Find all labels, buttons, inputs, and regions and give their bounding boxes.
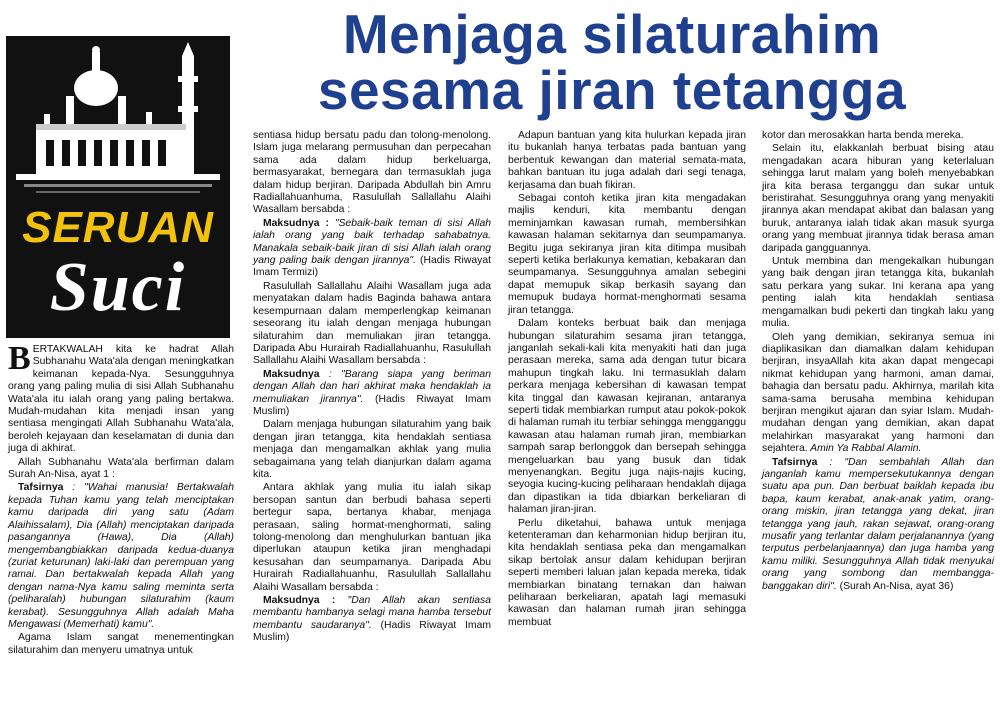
quote-paragraph: Tafsirnya : "Dan sembahlah Allah dan janganlah kamu mempersekutukannya dengan suatu apa pun. Dan berbuat baiklah kepada ibu bapa, kaum kerabat, anak-anak yatim, orang-orang miskin, jiran tetangga yang dekat, jiran tetangga yang jauh, rakan sejawat, orang-orang musafir yang terlantar dalam perjalanannya (yang terputus perbelanjaannya) dan juga hamba yang kamu miliki. Sesungguhnya Allah tidak menyukai orang yang sombong dan membangga-banggakan diri". (Surah An-Nisa, ayat 36): [762, 456, 994, 592]
paragraph: sentiasa hidup bersatu padu dan tolong-menolong. Islam juga melarang permusuhan dan perpecahan sama ada dalam hidup berkeluarga, bermasyarakat, bernegara dan termasuklah juga dalam hidup berjiran. Daripada Abdullah bin Amru Radiallahuanhuma, Rasulullah Sallallahu Alaihi Wasallam bersabda :: [253, 130, 491, 216]
article-column-2: [253, 130, 491, 646]
paragraph: Adapun bantuan yang kita hulurkan kepada jiran itu bukanlah hanya terbatas pada bantuan yang berbentuk kewangan dan material semata-mata, bahkan bantuan itu juga adalah dari segi tenaga, kerjasama dan buah fikiran.: [508, 130, 746, 191]
drop-cap: B: [8, 340, 31, 377]
article-title: [232, 3, 992, 121]
paragraph: Sebagai contoh ketika jiran kita mengadakan majlis kenduri, kita membantu dengan meminjamkan kawasan rumah, membersihkan kawasan halaman sekitarnya dan seumpamanya. Begitu juga sekiranya jiran kita ditimpa musibah seperti ketika berlakunya kematian, kebakaran dan seumpamanya. Sesungguhnya amalan sebegini dapat memupuk sikap berkasih sayang dan memupuk budaya hormat-menghormati sesama jiran tetangga.: [508, 193, 746, 316]
mosque-silhouette-icon: [6, 36, 230, 206]
paragraph: Allah Subhanahu Wata'ala berfirman dalam Surah An-Nisa, ayat 1 :: [8, 456, 234, 481]
logo-word-suci: Suci: [49, 249, 187, 326]
paragraph: Selain itu, elakkanlah berbuat bising atau mengadakan acara hiburan yang keterlaluan sehingga larut malam yang boleh menyebabkan jira kita berasa terganggu dan sukar untuk beristirahat. Sesungguhnya orang yang menyakiti jirannya akan mendapat akibat dan balasan yang buruk, antaranya ialah tidak akan masuk syurga orang yang membuat jirannya tidak berasa aman daripada gangguannya.: [762, 143, 994, 254]
paragraph: BERTAKWALAH kita ke hadrat Allah Subhanahu Wata'ala dengan meningkatkan keimanan kepada-Nya. Sesungguhnya orang yang paling mulia di sisi Allah Subhanahu Wata'ala itu ialah orang yang paling bertakwa. Mudah-mudahan kita menjadi insan yang sentiasa mengingati Allah Subhanahu Wata'ala, beroleh kejayaan dan keselamatan di dunia dan juga di akhirat.: [8, 340, 234, 455]
paragraph: Agama Islam sangat menementingkan silaturahim dan menyeru umatnya untuk: [8, 632, 234, 656]
paragraph: Dalam konteks berbuat baik dan menjaga hubungan silaturahim sesama jiran tetangga, janganlah sekali-kali kita menyakiti hati dan juga perasaan mereka, sama ada dengan tutur bicara mahupun tingkah laku. Ini termasuklah dalam perkara menjaga kebersihan di kawasan tempat kita tinggal dan kawasan kejiranan, antaranya seperti tidak membiarkan rumput atau pokok-pokok di halaman rumah itu terbiar sehingga mengganggu kawasan atau halaman rumah jiran, membiarkan sampah sarap berlonggok dan bersepah sehingga mengeluarkan bau yang busuk dan tidak menyenangkan. Begitu juga najis-najis kucing, seyogia kucing-kucing peliharaan hendaklah dijaga dan dipastikan ia tida dbiarkan berkeliaran di halaman jiran-jiran.: [508, 318, 746, 516]
quote-paragraph: Maksudnya : "Sebaik-baik teman di sisi Allah ialah orang yang baik terhadap sahabatnya. Manakala sebaik-baik jiran di sisi Allah ialah orang yang paling baik dengan jirannya". (Hadis Riwayat Imam Termizi): [253, 217, 492, 279]
quote-paragraph: Maksudnya : "Barang siapa yang beriman dengan Allah dan hari akhirat maka hendaklah ia memuliakan jirannya". (Hadis Riwayat Imam Muslim): [253, 368, 491, 417]
article-column-1: [8, 340, 234, 658]
quote-paragraph: Tafsirnya : "Wahai manusia! Bertakwalah kepada Tuhan kamu yang telah menciptakan kamu daripada diri yang satu (Adam Alaihissalam), Dia (Allah) menciptakan daripada pasangannya (Hawa), Dia (Allah) mengembangbiakkan daripada kedua-duanya (zuriat keturunan) laki-laki dan perempuan yang ramai. Dan bertakwalah kepada Allah yang dengan nama-Nya kamu saling meminta serta (peliharalah) hubungan silaturahim (kaum kerabat). Sesungguhnya Allah adalah Maha Mengawasi (Memerhati) kamu".: [8, 482, 234, 630]
paragraph: Perlu diketahui, bahawa untuk menjaga ketenteraman dan keharmonian hidup berjiran itu, kita hendaklah sentiasa peka dan mengamalkan sikap bertolak ansur dalam kehidupan berjiran seperti memberi laluan jalan kepada mereka, tidak membiarkan binatang ternakan dan haiwan peliharaan berkeliaran, apatah lagi memasuki kawasan dan halaman rumah jiran sehingga membuat: [508, 517, 746, 628]
paragraph: Antara akhlak yang mulia itu ialah sikap bersopan santun dan berbudi bahasa seperti bertegur sapa, bertanya khabar, menjaga perasaan, saling hormat-menghormati, saling tolong-menolong dan menghulurkan bantuan jika diperlukan ataupun ketika jiran menghadapi kesusahan dan seumpamanya. Daripada Abu Hurairah Radiallahuanhu, Rasulullah Sallallahu Alaihi Wasallam bersabda :: [253, 482, 491, 593]
paragraph: Dalam menjaga hubungan silaturahim yang baik dengan jiran tetangga, kita hendaklah sentiasa menjaga dan mengamalkan akhlak yang mulia sebagaimana yang telah dianjurkan dalam agama kita.: [253, 419, 491, 480]
seruan-suci-logo: [6, 36, 230, 338]
article-column-4: [762, 130, 994, 594]
logo-word-seruan: SERUAN: [22, 203, 214, 252]
title-line-2: sesama jiran tetangga: [317, 59, 907, 121]
quote-paragraph: Maksudnya : "Dan Allah akan sentiasa membantu hambanya selagi mana hamba tersebut membantu saudaranya". (Hadis Riwayat Imam Muslim): [253, 595, 492, 644]
paragraph: Oleh yang demikian, sekiranya semua ini diaplikasikan dan diamalkan dalam kehidupan berjiran, insyaAllah kita akan dapat mengecapi nikmat kehidupan yang harmoni, aman damai, bahagia dan bersatu padu. Akhirnya, marilah kita sama-sama berusaha membina kehidupan berjiran mengikut ajaran dan syiar Islam. Mudah-mudahan dengan yang demikian, akan dapat melahirkan masyarakat yang harmoni dan sejahtera. Amin Ya Rabbal Alamin.: [762, 331, 994, 455]
article-column-3: [508, 130, 746, 630]
paragraph: Untuk membina dan mengekalkan hubungan yang baik dengan jiran tetangga kita, bukanlah satu perkara yang sukar. Ini kerana apa yang penting ialah kita hendaklah sentiasa mengamalkan budi pekerti dan tingkah laku yang mulia.: [762, 256, 994, 330]
title-line-1: Menjaga silaturahim: [342, 3, 882, 65]
paragraph: kotor dan merosakkan harta benda mereka.: [762, 130, 964, 141]
paragraph: Rasulullah Sallallahu Alaihi Wasallam juga ada menyatakan dalam hadis Baginda bahawa antara kesempurnaan dalam memperlengkap keimanan seseorang itu ialah dengan menjaga hubungan silaturahim dan memuliakan jiran tetangga. Daripada Abu Hurairah Radiallahuanhu, Rasulullah Sallallahu Alaihi Wasallam bersabda :: [253, 280, 491, 367]
